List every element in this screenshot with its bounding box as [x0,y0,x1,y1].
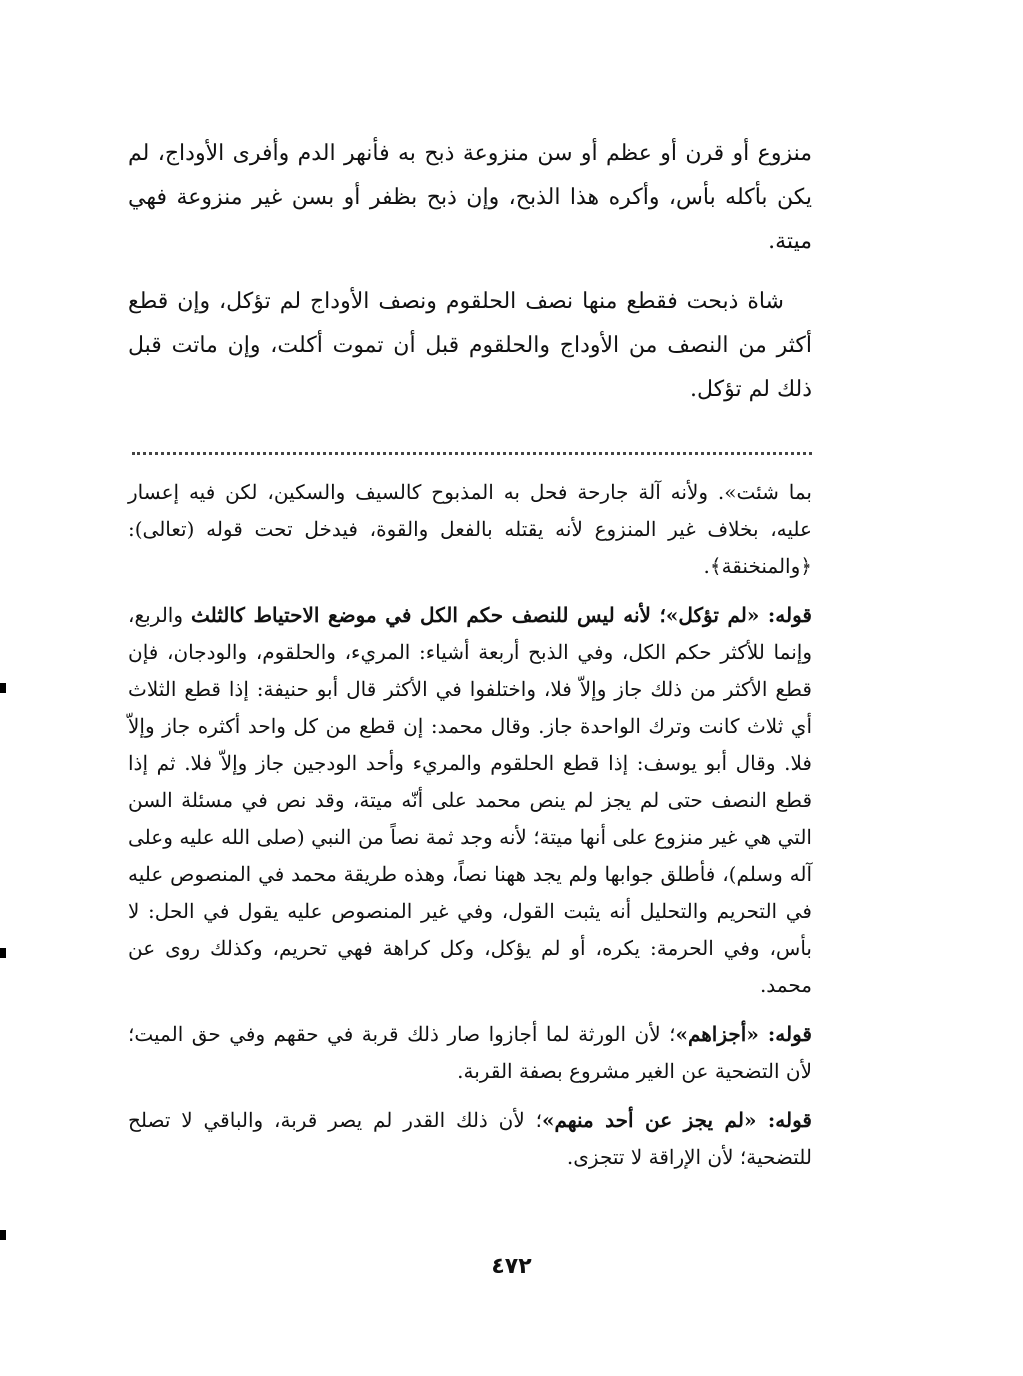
commentary-text [128,474,812,1188]
commentary-lead-3: قوله: «أجزاهم» [675,1022,812,1046]
page-number: ٤٧٢ [491,1254,532,1279]
scan-margin-mark [0,948,6,958]
dotted-separator [132,452,812,455]
commentary-body-3: ؛ لأن الورثة لما أجازوا صار ذلك قربة في حقهم وفي حق الميت؛ لأن التضحية عن الغير مشروع بصفة القربة. [128,1022,812,1083]
commentary-lead-4: قوله: «لم يجز عن أحد منهم» [541,1108,812,1132]
commentary-lead-2: قوله: «لم تؤكل»؛ لأنه ليس للنصف حكم الكل في موضع الاحتياط كالثلث [190,603,812,627]
commentary-body-4: ؛ لأن ذلك القدر لم يصر قربة، والباقي لا تصلح للتضحية؛ لأن الإراقة لا تتجزى. [128,1108,812,1169]
commentary-body-2: والربع، وإنما للأكثر حكم الكل، وفي الذبح أربعة أشياء: المريء، والحلقوم، والودجان، فإن قطع الأكثر من ذلك جاز وإلاّ فلا، واختلفوا في الأكثر قال أبو حنيفة: إذا قطع الثلاث أي ثلاث كانت وترك الواحدة جاز. وقال محمد: إن قطع من كل واحد أكثره جاز وإلاّ فلا. وقال أبو يوسف: إذا قطع الحلقوم والمريء وأحد الودجين جاز وإلاّ فلا. ثم إذا قطع النصف حتى لم يجز لم ينص محمد على أنّه ميتة، وقد نص في مسئلة السن التي هي غير منزوع على أنها ميتة؛ لأنه وجد ثمة نصاً من النبي (صلى الله عليه وعلى آله وسلم)، فأطلق جوابها ولم يجد ههنا نصاً، وهذه طريقة محمد في المنصوص عليه في التحريم والتحليل أنه يثبت القول، وفي غير المنصوص عليه يقول في الحل: لا بأس، وفي الحرمة: يكره، أو لم يؤكل، وكل كراهة فهي تحريم، وكذلك روى عن محمد. [128,603,812,997]
commentary-paragraph-3 [128,1016,812,1090]
commentary-paragraph-1: بما شئت». ولأنه آلة جارحة فحل به المذبوح كالسيف والسكين، لكن فيه إعسار عليه، بخلاف غير المنزوع لأنه يقتله بالفعل والقوة، فيدخل تحت قوله (تعالى): ﴿والمنخنقة﴾. [128,480,812,578]
main-text [128,132,812,428]
commentary-paragraph-2 [128,597,812,1004]
commentary-paragraph-4 [128,1102,812,1176]
scan-margin-mark [0,1230,6,1240]
main-paragraph-1: منزوع أو قرن أو عظم أو سن منزوعة ذبح به فأنهر الدم وأفرى الأوداج، لم يكن بأكله بأس، وأكره هذا الذبح، وإن ذبح بظفر أو بسن غير منزوعة فهي ميتة. [128,141,812,254]
scan-margin-mark [0,683,6,693]
main-paragraph-2: شاة ذبحت فقطع منها نصف الحلقوم ونصف الأوداج لم تؤكل، وإن قطع أكثر من النصف من الأوداج والحلقوم قبل أن تموت أكلت، وإن ماتت قبل ذلك لم تؤكل. [128,289,812,402]
